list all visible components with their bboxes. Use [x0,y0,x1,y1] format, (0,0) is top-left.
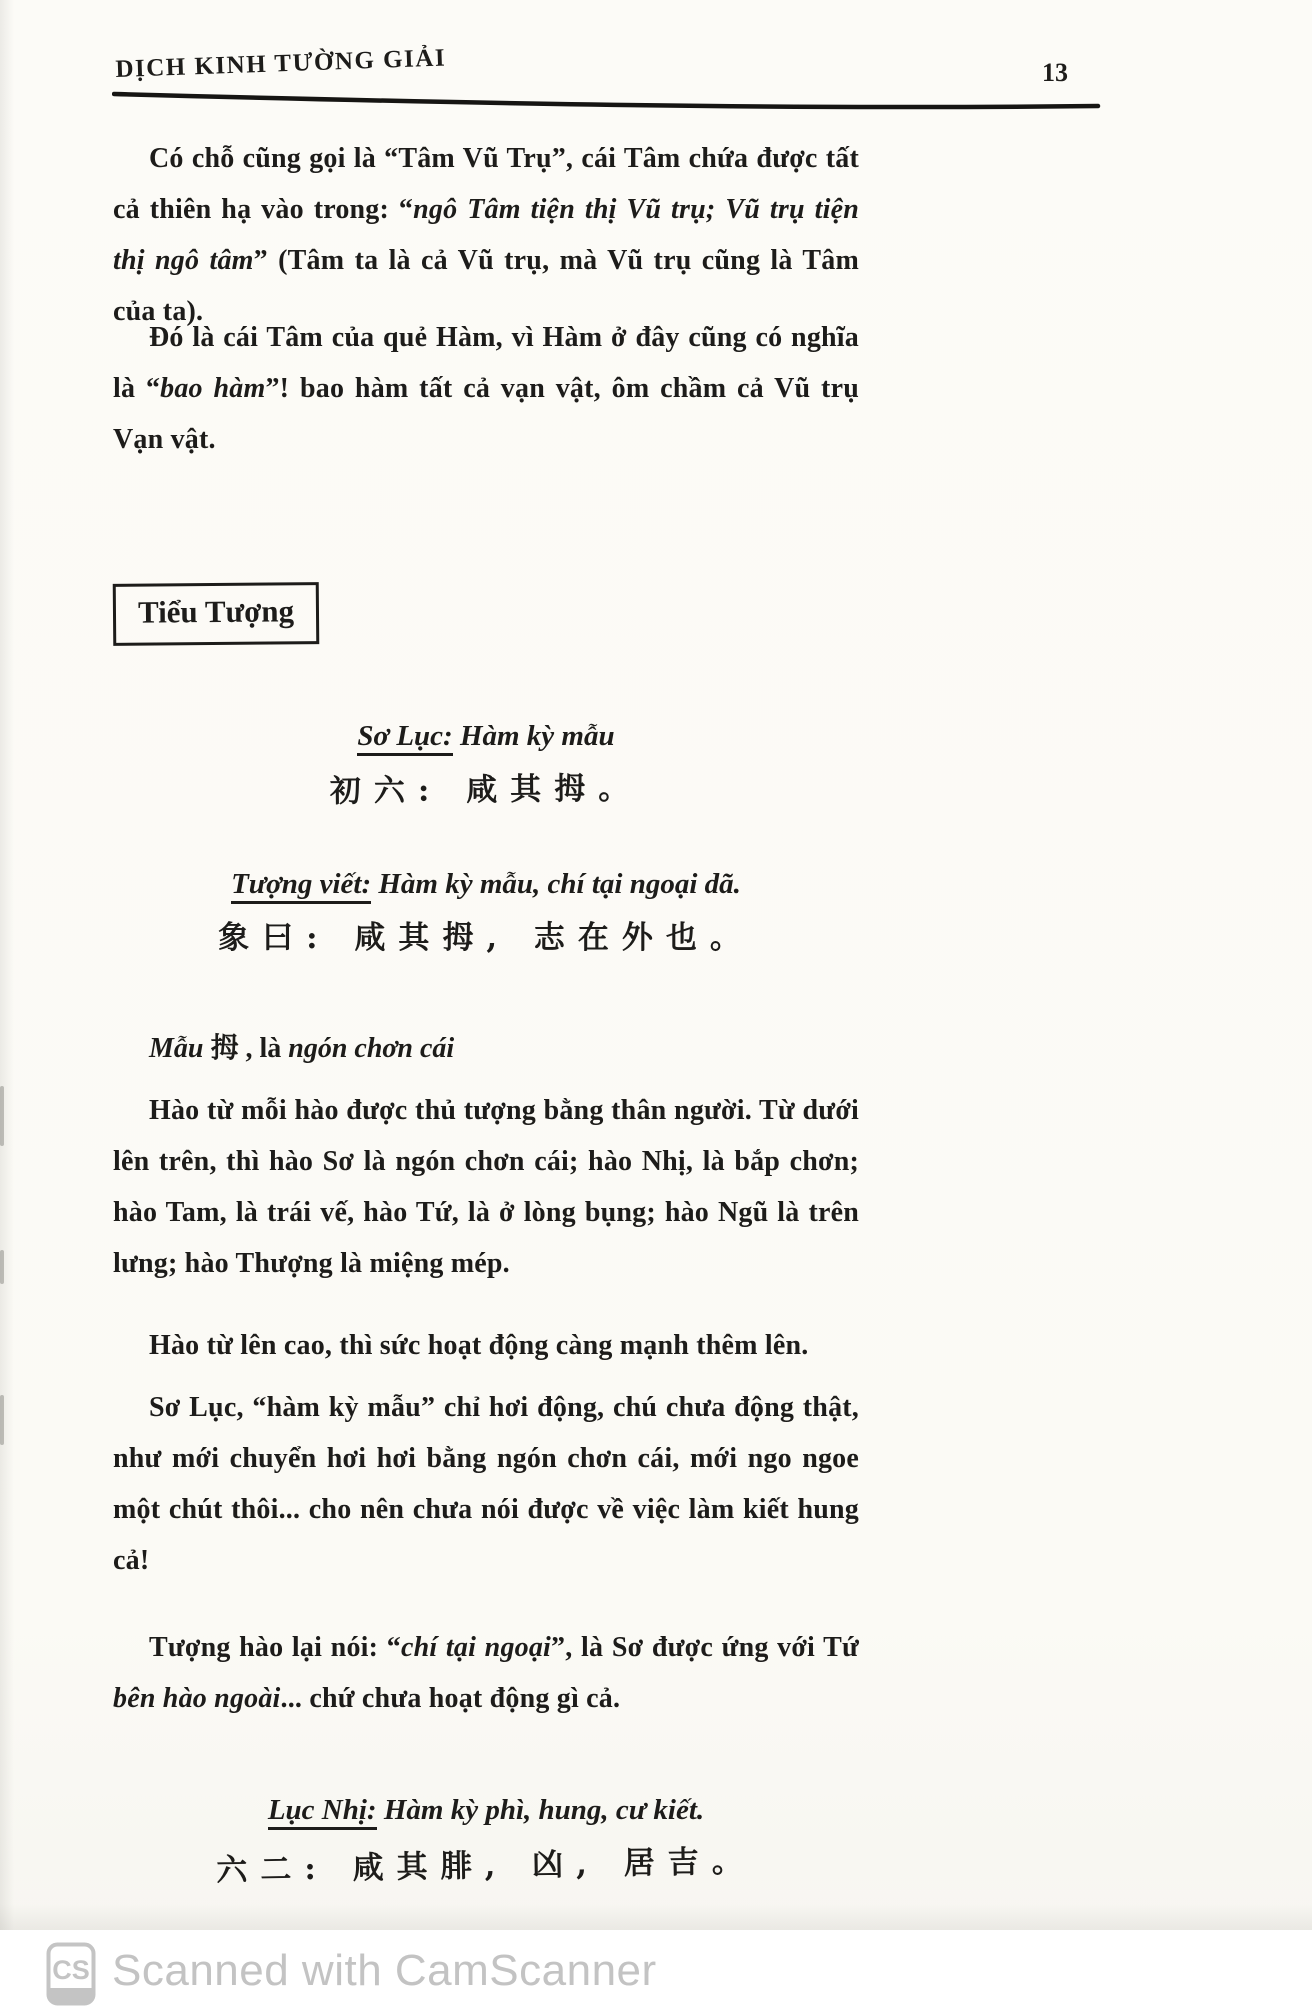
svg-text:CS: CS [52,1955,90,1985]
text-segment: Mẫu [149,1033,211,1064]
verse-lead-so-luc: Sơ Lục: [357,720,452,756]
text-segment: , là [238,1033,289,1064]
verse-so-luc [113,716,859,756]
text-segment: ... chứ chưa hoạt động gì cả. [280,1683,621,1714]
paragraph-so-luc-ham-ky-mau [113,1382,859,1586]
camscanner-footer-text: Scanned with CamScanner [112,1946,657,1995]
text-segment: Hào từ mỗi hào được thủ tượng bằng thân người. Từ dưới lên trên, thì hào Sơ là ngón chơn cái; hào Nhị, là bắp chơn; hào Tam, là trái vế, hào Tứ, là ở lòng bụng; hào Ngũ là trên lưng; hào Thượng là miệng mép. [113,1095,859,1279]
verse-text-tuong-viet: Hàm kỳ mẫu, chí tại ngoại dã. [371,868,741,900]
section-heading-box [113,582,320,646]
text-segment: Sơ Lục, “hàm kỳ mẫu” chỉ hơi động, chú chưa động thật, như mới chuyển hơi hơi bằng ngón chơn cái, mới ngo ngoe một chút thôi... cho nên chưa nói được về việc làm kiết hung cả! [113,1392,859,1576]
paragraph-tam-vu-tru [113,133,859,337]
section-heading-label: Tiểu Tượng [137,593,295,630]
text-segment: Hào từ lên cao, thì sức hoạt động càng mạnh thêm lên. [149,1330,809,1361]
paragraph-hao-tu-len-cao [113,1320,859,1371]
verse-tuong-viet [113,864,859,904]
cjk-line-tuong-viet: 象曰: 咸其拇, 志在外也。 [218,920,754,956]
verse-lead-luc-nhi: Lục Nhị: [268,1794,377,1830]
page-edge-shade [0,0,14,2016]
scan-edge-mark [0,1250,4,1284]
verse-lead-tuong-viet: Tượng viết: [231,868,371,904]
text-segment: Có chỗ cũng gọi là “Tâm Vũ Trụ”, cái Tâm chứa được tất cả thiên hạ vào trong: “ [113,143,859,225]
header-rule [112,86,1102,112]
cjk-line-luc-nhi: 六二: 咸其腓, 凶, 居吉。 [216,1843,756,1889]
paragraph-que-ham [113,312,859,465]
paragraph-hao-tu-thu-tuong [113,1085,859,1289]
scan-shadow-band [0,1904,1312,1930]
text-segment: bên hào ngoài [113,1683,281,1714]
line-mau-definition [113,1022,859,1074]
camscanner-footer [0,1930,1312,2016]
scan-edge-mark [0,1086,4,1146]
text-segment: bao hàm [160,373,266,404]
verse-text-luc-nhi: Hàm kỳ phì, hung, cư kiết. [376,1794,705,1826]
text-segment: ”! bao hàm tất cả vạn vật, ôm chầm cả Vũ trụ Vạn vật. [113,373,859,455]
verse-luc-nhi [113,1790,859,1830]
scan-edge-mark [0,1395,4,1445]
text-segment: ”, là Sơ được ứng với Tứ [551,1632,860,1663]
text-segment: 拇 [210,1031,239,1064]
page-number: 13 [1042,58,1068,87]
cjk-line-so-luc: 初六: 咸其拇。 [329,770,643,810]
text-segment: ngô Tâm tiện thị Vũ trụ; Vũ trụ tiện thị ngô tâm [113,194,859,276]
camscanner-logo-icon [46,1942,96,2006]
text-segment: ngón chơn cái [288,1033,455,1064]
paragraph-tuong-hao-lai-noi [113,1622,859,1724]
text-segment: ” (Tâm ta là cả Vũ trụ, mà Vũ trụ cũng là Tâm của ta). [113,245,860,327]
text-segment: Đó là cái Tâm của quẻ Hàm, vì Hàm ở đây cũng có nghĩa là “ [113,322,859,404]
text-segment: chí tại ngoại [400,1632,552,1663]
verse-text-so-luc: Hàm kỳ mẫu [452,720,615,752]
text-segment: Tượng hào lại nói: “ [149,1632,401,1663]
book-title-header: DỊCH KINH TƯỜNG GIẢI [115,44,447,84]
